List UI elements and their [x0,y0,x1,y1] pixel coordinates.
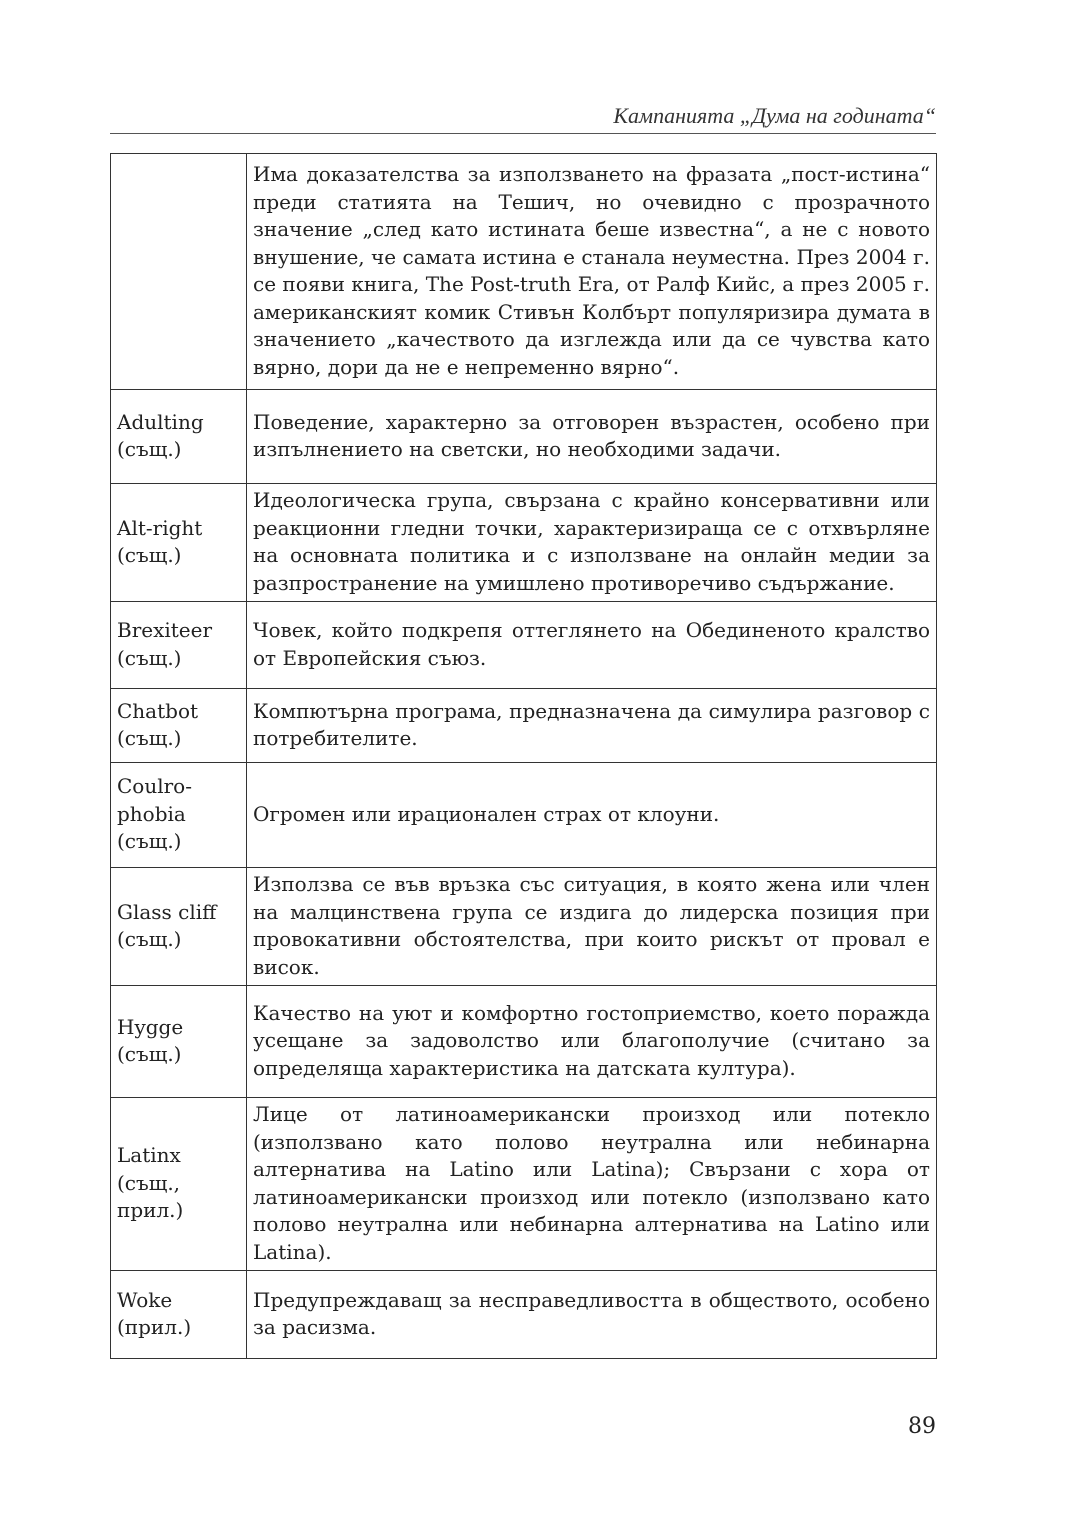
term-part-of-speech: (прил.) [117,1315,192,1339]
table-row [111,390,937,484]
terms-table [110,153,937,1359]
definition-cell: Поведение, характерно за отговорен възрастен, особено при изпълнението на светски, но необходими задачи. [247,390,937,484]
header-divider [110,133,936,134]
term-word: Adulting [117,409,204,434]
table-row [111,154,937,390]
table-row [111,602,937,689]
table-row [111,689,937,763]
term-cell [111,763,247,868]
term-cell [111,484,247,602]
term-cell [111,390,247,484]
term-word: Brexiteer [117,618,213,642]
term-part-of-speech: (същ.) [117,645,182,670]
term-cell [111,602,247,689]
term-cell [111,986,247,1098]
term-part-of-speech: (същ.) [117,726,182,750]
table-row [111,1098,937,1271]
term-word: Alt-right [117,515,203,540]
term-word: Hygge [117,1014,184,1039]
running-head-title: Кампанията „Дума на годината“ [613,103,936,128]
term-word: Glass cliff [117,899,217,924]
term-part-of-speech: (същ.) [117,1042,182,1066]
definition-cell: Използва се във връзка със ситуация, в която жена или член на малцинствена група се издига до лидерска позиция при провокативни обстоятелства, при които рискът от провал е висок. [247,868,937,986]
table-row [111,484,937,602]
definition-cell: Качество на уют и комфортно гостоприемство, което поражда усещане за задоволство или благополучие (считано за определяща характеристика на датската култура). [247,986,937,1098]
term-part-of-speech: (същ.) [117,543,182,567]
term-word: Coulro- phobia [117,774,192,826]
definition-cell: Компютърна програма, предназначена да симулира разговор с потребителите. [247,689,937,763]
table-row [111,868,937,986]
term-cell [111,868,247,986]
term-cell [111,1271,247,1359]
table-row [111,1271,937,1359]
term-word: Chatbot [117,698,199,723]
term-word: Woke [117,1287,173,1312]
definition-cell: Идеологическа група, свързана с крайно консервативни или реакционни гледни точки, характеризираща се с отхвърляне на основната политика и с използване на онлайн медии за разпространение на умишлено противоречиво съдържание. [247,484,937,602]
term-cell [111,154,247,390]
definition-cell: Огромен или ирационален страх от клоуни. [247,763,937,868]
term-part-of-speech: (същ.) [117,829,182,854]
term-part-of-speech: (същ., прил.) [117,1170,184,1223]
page-number: 89 [908,1414,936,1439]
definition-cell: Лице от латиноамерикански произход или потекло (използвано като полово неутрална или небинарна алтернатива на Latino или Latina); Свързани с хора от латиноамерикански произход или потекло (използвано като полово неутрална или небинарна алтернатива на Latino или Latina). [247,1098,937,1271]
term-part-of-speech: (същ.) [117,927,182,951]
table-row [111,986,937,1098]
term-cell [111,689,247,763]
definition-cell: Предупреждаващ за несправедливостта в обществото, особено за расизма. [247,1271,937,1359]
term-part-of-speech: (същ.) [117,437,182,461]
definition-cell: Има доказателства за използването на фразата „пост-истина“ преди статията на Тешич, но очевидно с прозрачното значение „след като истината беше известна“, а не с новото внушение, че самата истина е станала неуместна. През 2004 г. се появи книга, The Post-truth Era, от Ралф Кийс, а през 2005 г. американският комик Стивън Колбърт популяризира думата в значението „качеството да изглежда или да се чувства като вярно, дори да не е непременно вярно“. [247,154,937,390]
table-row [111,763,937,868]
definition-cell: Човек, който подкрепя оттеглянето на Обединеното кралство от Европейския съюз. [247,602,937,689]
term-cell [111,1098,247,1271]
term-word: Latinx [117,1143,181,1168]
